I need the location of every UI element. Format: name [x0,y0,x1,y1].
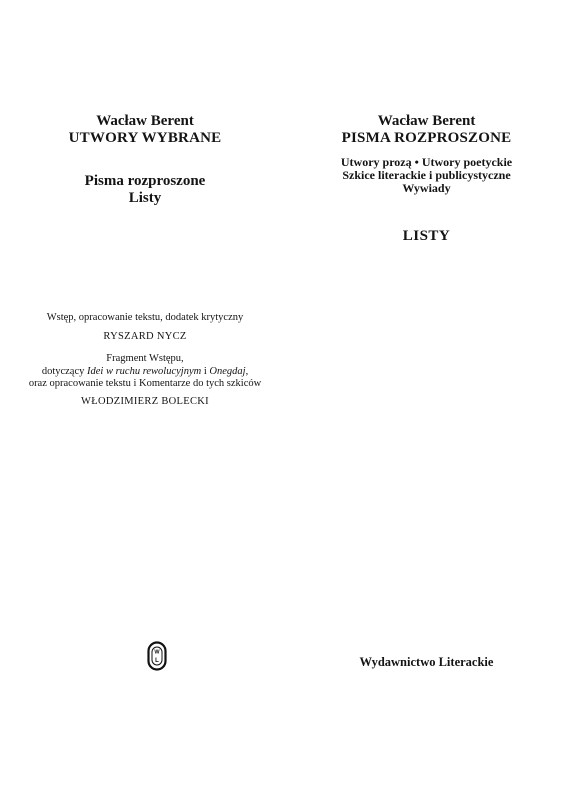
contents-list [290,156,563,195]
svg-text:L: L [155,658,159,664]
credit-name-2: WŁODZIMIERZ BOLECKI [81,395,209,407]
work-title-onegdaj: Onegdaj [209,365,246,377]
svg-text:W: W [154,649,160,656]
volume-title: LISTY [402,228,451,244]
work-title-idei: Idei w ruchu rewolucyjnym [87,365,202,377]
credit-text: , [245,365,249,377]
contents-line-3: Wywiady [402,181,451,195]
credit-text: dotyczący [41,365,85,377]
book-title: Pisma rozproszone [84,173,206,189]
credit-role-2-line-3: oraz opracowanie tekstu i Komentarze do tych szkiców [28,378,262,389]
credit-role-2-line-1: Fragment Wstępu, [106,353,184,364]
credit-role-1: Wstęp, opracowanie tekstu, dodatek krytyczny [46,312,244,323]
series-title: UTWORY WYBRANE [68,130,222,146]
contents-line-1: Utwory prozą • Utwory poetyckie [340,155,513,169]
contents-line-2: Szkice literackie i publicystyczne [342,168,511,182]
credit-name-1: RYSZARD NYCZ [103,330,187,342]
series-title: PISMA ROZPROSZONE [341,130,512,146]
author-name: Wacław Berent [96,113,194,129]
book-subtitle: Listy [128,190,162,206]
credit-role-2-line-2 [0,366,290,379]
right-page [290,0,563,804]
author-name: Wacław Berent [377,113,476,129]
publisher-name: Wydawnictwo Literackie [359,655,494,669]
wl-logo-icon [147,641,167,671]
editorial-credits [0,312,290,408]
credit-text: i [203,365,207,377]
